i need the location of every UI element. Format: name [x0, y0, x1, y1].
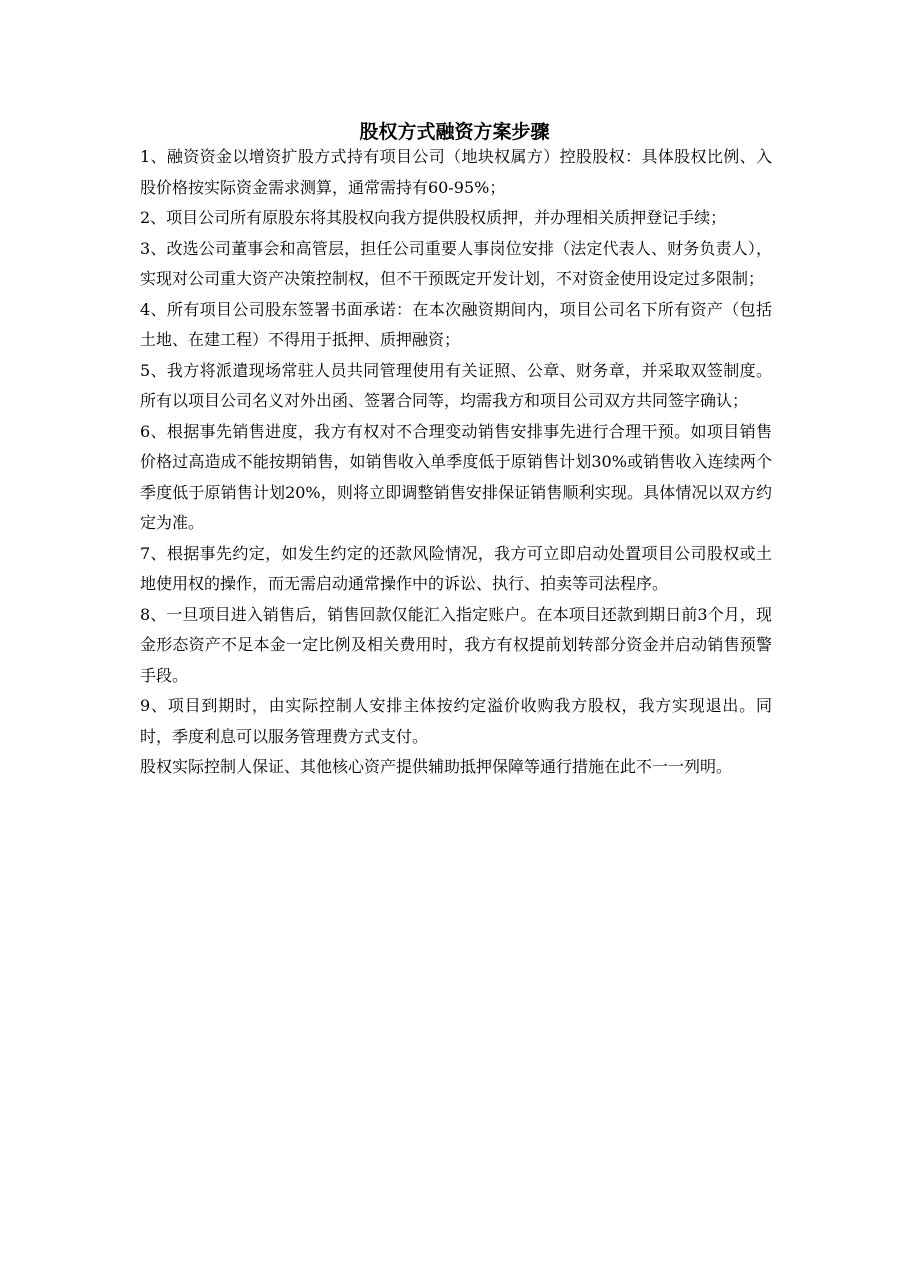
- paragraph-5: 5、我方将派遣现场常驻人员共同管理使用有关证照、公章、财务章，并采取双签制度。所有以项目公司名义对外出函、签署合同等，均需我方和项目公司双方共同签字确认；: [140, 360, 772, 410]
- paragraph-4: 4、所有项目公司股东签署书面承诺：在本次融资期间内，项目公司名下所有资产（包括土地、在建工程）不得用于抵押、质押融资；: [140, 299, 772, 349]
- paragraph-2: 2、项目公司所有原股东将其股权向我方提供股权质押，并办理相关质押登记手续；: [140, 208, 727, 227]
- paragraph-6: 6、根据事先销售进度，我方有权对不合理变动销售安排事先进行合理干预。如项目销售价格过高造成不能按期销售，如销售收入单季度低于原销售计划30%或销售收入连续两个季度低于原销售计划20%，则将立即调整销售安排保证销售顺利实现。具体情况以双方约定为准。: [140, 421, 772, 532]
- paragraph-3: 3、改选公司董事会和高管层，担任公司重要人事岗位安排（法定代表人、财务负责人），实现对公司重大资产决策控制权，但不干预既定开发计划，不对资金使用设定过多限制；: [140, 238, 772, 288]
- document-body: [140, 142, 772, 783]
- paragraph-8: 8、一旦项目进入销售后，销售回款仅能汇入指定账户。在本项目还款到期日前3个月，现金形态资产不足本金一定比例及相关费用时，我方有权提前划转部分资金并启动销售预警手段。: [140, 604, 772, 685]
- paragraph-9: 9、项目到期时，由实际控制人安排主体按约定溢价收购我方股权，我方实现退出。同时，季度利息可以服务管理费方式支付。: [140, 696, 772, 746]
- document-title: 股权方式融资方案步骤: [359, 121, 550, 143]
- closing-paragraph: 股权实际控制人保证、其他核心资产提供辅助抵押保障等通行措施在此不一一列明。: [140, 757, 733, 776]
- paragraph-1: 1、融资资金以增资扩股方式持有项目公司（地块权属方）控股股权：具体股权比例、入股价格按实际资金需求测算，通常需持有60-95%；: [140, 147, 772, 197]
- paragraph-7: 7、根据事先约定，如发生约定的还款风险情况，我方可立即启动处置项目公司股权或土地使用权的操作，而无需启动通常操作中的诉讼、执行、拍卖等司法程序。: [140, 543, 772, 593]
